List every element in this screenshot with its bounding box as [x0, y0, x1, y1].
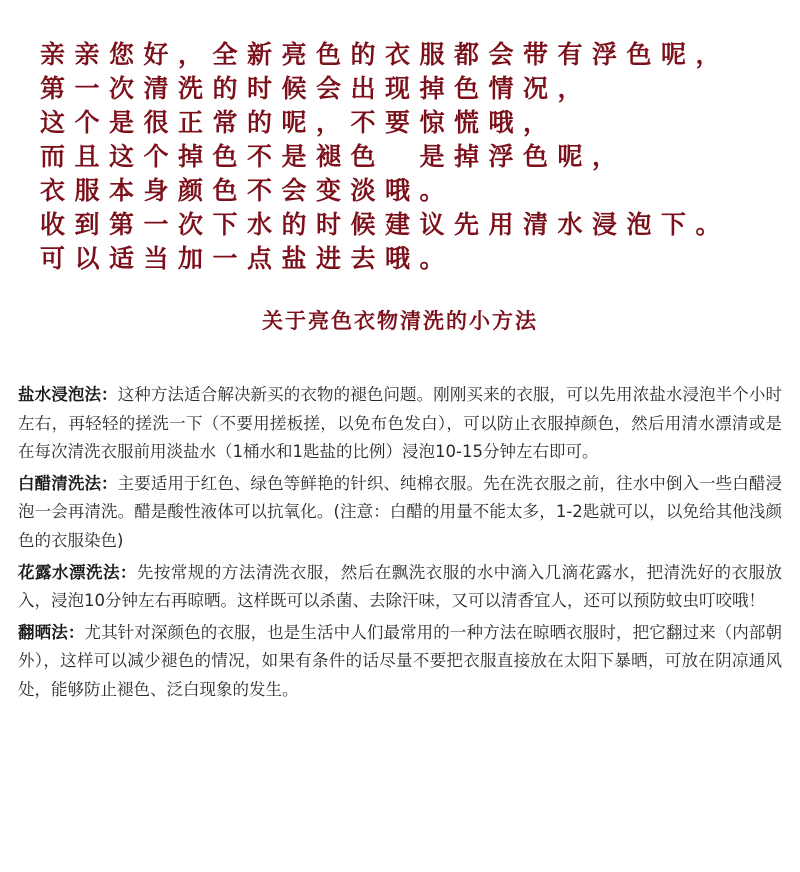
tip-text: 这种方法适合解决新买的衣物的褪色问题。刚刚买来的衣服，可以先用浓盐水浸泡半个小时左右，再轻轻的搓洗一下（不要用搓板搓，以免布色发白），可以防止衣服掉颜色，然后用清水漂清或是在每次清洗衣服前用淡盐水（1桶水和1匙盐的比例）浸泡10-15分钟左右即可。: [18, 385, 783, 462]
tips-list: [18, 381, 782, 708]
tip-floral-water: [18, 559, 782, 616]
tip-text: 尤其针对深颜色的衣服，也是生活中人们最常用的一种方法在晾晒衣服时，把它翻过来（内部朝外），这样可以减少褪色的情况，如果有条件的话尽量不要把衣服直接放在太阳下暴晒，可放在阴凉通风处，能够防止褪色、泛白现象的发生。: [18, 622, 783, 699]
intro-line: 亲亲您好，全新亮色的衣服都会带有浮色呢，: [40, 40, 731, 69]
tip-label: 白醋清洗法：: [18, 473, 118, 493]
section-heading: 关于亮色衣物清洗的小方法: [262, 309, 538, 333]
tip-salt-water: [18, 381, 782, 467]
tip-inside-out-drying: [18, 619, 782, 705]
intro-line: 可以适当加一点盐进去哦。: [40, 244, 455, 273]
intro-line: 而且这个掉色不是褪色 是掉浮色呢，: [40, 142, 627, 171]
tip-label: 盐水浸泡法：: [18, 385, 118, 404]
tip-white-vinegar: [18, 470, 782, 556]
tip-label: 花露水漂洗法：: [18, 562, 137, 582]
tip-label: 翻晒法：: [18, 622, 85, 642]
tip-text: 主要适用于红色、绿色等鲜艳的针织、纯棉衣服。先在洗衣服之前，往水中倒入一些白醋浸泡一会再清洗。醋是酸性液体可以抗氧化。(注意：白醋的用量不能太多，1-2匙就可以，以免给其他浅颜色的衣服染色): [18, 473, 783, 550]
intro-block: [40, 38, 790, 276]
intro-line: 这个是很正常的呢，不要惊慌哦，: [40, 108, 558, 137]
intro-line: 第一次清洗的时候会出现掉色情况，: [40, 74, 593, 103]
intro-line: 衣服本身颜色不会变淡哦。: [40, 176, 455, 205]
tip-text: 先按常规的方法清洗衣服，然后在飘洗衣服的水中滴入几滴花露水，把清洗好的衣服放入，浸泡10分钟左右再晾晒。这样既可以杀菌、去除汗味，又可以清香宜人，还可以预防蚊虫叮咬哦！: [18, 562, 783, 611]
intro-line: 收到第一次下水的时候建议先用清水浸泡下。: [40, 210, 731, 239]
